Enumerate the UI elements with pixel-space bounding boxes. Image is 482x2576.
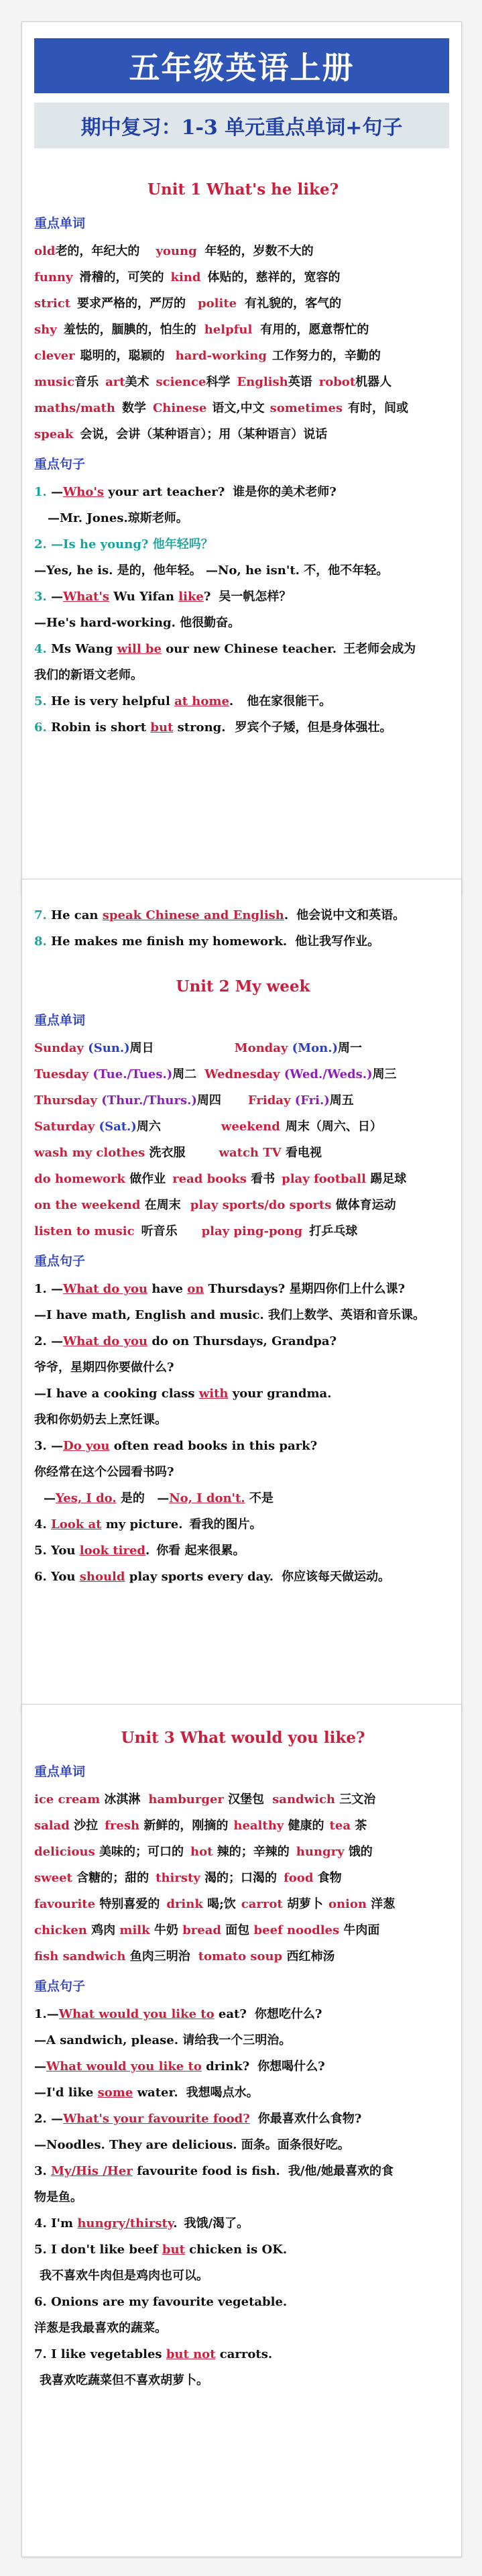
vocab-line: Saturday (Sat.)周六 weekend 周末（周六、日） (34, 1120, 382, 1134)
sentence-line: —I'd like some water. 我想喝点水。 (34, 2086, 259, 2100)
sentence-line: 我喜欢吃蔬菜但不喜欢胡萝卜。 (40, 2373, 208, 2387)
sentence-line: 4. I'm hungry/thirsty. 我饿/渴了。 (34, 2216, 249, 2231)
vocab-line: sweet 含糖的；甜的 thirsty 渴的；口渴的 food 食物 (34, 1871, 342, 1885)
vocab-line: on the weekend 在周末 play sports/do sports 做体育运动 (34, 1198, 396, 1212)
sentence-line: —Noodles. They are delicious. 面条。面条很好吃。 (34, 2138, 350, 2152)
sentence-line: 我和你奶奶去上烹饪课。 (34, 1413, 167, 1427)
sentence-line: —What would you like to drink? 你想喝什么? (34, 2059, 325, 2074)
sentence-line: 我不喜欢牛肉但是鸡肉也可以。 (40, 2269, 208, 2283)
sentence-line: —Yes, I do. 是的 —No, I don't. 不是 (44, 1491, 274, 1505)
page-card-1 (21, 21, 462, 895)
sentence-line: —Yes, he is. 是的，他年轻。 —No, he isn't. 不，他不年轻。 (34, 564, 389, 578)
sentence-line: 4. Ms Wang will be our new Chinese teacher. 王老师会成为 (34, 642, 416, 656)
sentence-line: 你经常在这个公园看书吗? (34, 1465, 174, 1479)
vocab-line: Sunday (Sun.)周日 Monday (Mon.)周一 (34, 1041, 362, 1055)
sentence-line: 洋葱是我最喜欢的蔬菜。 (34, 2321, 167, 2335)
sentence-line: 1.—What would you like to eat? 你想吃什么? (34, 2007, 322, 2021)
unit1-vocab-label: 重点单词 (34, 216, 86, 231)
vocab-line: wash my clothes 洗衣服 watch TV 看电视 (34, 1146, 322, 1160)
unit3-section (34, 1729, 452, 2394)
unit2-vocab-label: 重点单词 (34, 1013, 86, 1028)
sentence-line: 6. You should play sports every day. 你应该每天做运动。 (34, 1570, 390, 1584)
sentence-line: 7. He can speak Chinese and English. 他会说中文和英语。 (34, 908, 406, 922)
vocab-line: funny 滑稽的，可笑的 kind 体贴的，慈祥的，宽容的 (34, 270, 341, 284)
vocab-line: music音乐 art美术 science科学 English英语 robot机器人 (34, 375, 392, 389)
sentence-line: 3. —Do you often read books in this park? (34, 1439, 318, 1453)
unit3-title: Unit 3 What would you like? (121, 1729, 365, 1747)
page-subtitle: 期中复习：1-3 单元重点单词+句子 (34, 103, 449, 148)
unit1-title: Unit 1 What's he like? (147, 180, 339, 199)
vocab-line: clever 聪明的，聪颖的 hard-working 工作努力的，辛勤的 (34, 349, 381, 363)
vocab-line: delicious 美味的；可口的 hot 辣的；辛辣的 hungry 饿的 (34, 1845, 373, 1859)
unit3-vocab-label: 重点单词 (34, 1764, 86, 1779)
sentence-line: —Mr. Jones.琼斯老师。 (48, 511, 188, 525)
page-title: 五年级英语上册 (34, 38, 449, 93)
sentence-line: —He's hard-working. 他很勤奋。 (34, 616, 241, 630)
sentence-line: 4. Look at my picture. 看我的图片。 (34, 1517, 262, 1532)
unit1-section (34, 180, 452, 741)
vocab-line: salad 沙拉 fresh 新鲜的，刚摘的 healthy 健康的 tea 茶 (34, 1819, 367, 1833)
sentence-line: —A sandwich, please. 请给我一个三明治。 (34, 2033, 292, 2047)
sentence-line: 2. —What do you do on Thursdays, Grandpa? (34, 1334, 337, 1348)
sentence-line: 7. I like vegetables but not carrots. (34, 2347, 273, 2361)
sentence-line: 物是鱼。 (34, 2190, 82, 2204)
unit2-title: Unit 2 My week (176, 977, 310, 996)
vocab-line: strict 要求严格的，严厉的 polite 有礼貌的，客气的 (34, 297, 342, 311)
sentence-line: 6. Robin is short but strong. 罗宾个子矮，但是身体强壮。 (34, 720, 392, 735)
vocab-line: shy 羞怯的，腼腆的，怕生的 helpful 有用的，愿意帮忙的 (34, 323, 369, 337)
sentence-line: —I have math, English and music. 我们上数学、英语和音乐课。 (34, 1308, 426, 1322)
sentence-line: 1. —Who's your art teacher? 谁是你的美术老师? (34, 485, 337, 499)
sentence-line: 爷爷，星期四你要做什么? (34, 1360, 174, 1375)
page-card-2 (21, 879, 462, 1712)
sentence-line: 我们的新语文老师。 (34, 668, 143, 682)
vocab-line: Thursday (Thur./Thurs.)周四 Friday (Fri.)周五 (34, 1093, 354, 1108)
vocab-line: fish sandwich 鱼肉三明治 tomato soup 西红柿汤 (34, 1949, 335, 1964)
vocab-line: old老的，年纪大的 young 年轻的，岁数不大的 (34, 244, 314, 258)
sentence-line: 1. —What do you have on Thursdays? 星期四你们上什么课? (34, 1282, 406, 1296)
unit1-sentence-label: 重点句子 (34, 457, 86, 472)
vocab-line: chicken 鸡肉 milk 牛奶 bread 面包 beef noodles 牛肉面 (34, 1923, 380, 1937)
sentence-line: 6. Onions are my favourite vegetable. (34, 2295, 288, 2309)
sentence-line: 3. —What's Wu Yifan like? 吴一帆怎样？ (34, 590, 292, 604)
vocab-line: speak 会说，会讲（某种语言）；用（某种语言）说话 (34, 427, 328, 441)
sentence-line: —I have a cooking class with your grandma. (34, 1387, 332, 1401)
page-card-3 (21, 1704, 462, 2557)
unit2-sentence-label: 重点句子 (34, 1254, 86, 1269)
sentence-line: 3. My/His /Her favourite food is fish. 我/他/她最喜欢的食 (34, 2164, 394, 2178)
vocab-line: do homework 做作业 read books 看书 play football 踢足球 (34, 1172, 407, 1186)
sentence-line: 8. He makes me finish my homework. 他让我写作业。 (34, 934, 380, 949)
sentence-line: 5. I don't like beef but chicken is OK. (34, 2243, 288, 2257)
vocab-line: favourite 特别喜爱的 drink 喝;饮 carrot 胡萝卜 onion 洋葱 (34, 1897, 396, 1911)
sentence-line: 2. —Is he young? 他年轻吗？ (34, 537, 213, 551)
vocab-line: ice cream 冰淇淋 hamburger 汉堡包 sandwich 三文治 (34, 1792, 376, 1807)
vocab-line: listen to music 听音乐 play ping-pong 打乒乓球 (34, 1224, 358, 1238)
sentence-line: 2. —What's your favourite food? 你最喜欢什么食物? (34, 2112, 362, 2126)
sentence-line: 5. You look tired. 你看 起来很累。 (34, 1544, 245, 1558)
unit2-section (34, 902, 452, 1590)
sentence-line: 5. He is very helpful at home. 他在家很能干。 (34, 694, 332, 708)
vocab-line: maths/math 数学 Chinese 语文,中文 sometimes 有时，间或 (34, 401, 409, 415)
unit3-sentence-label: 重点句子 (34, 1979, 86, 1994)
vocab-line: Tuesday (Tue./Tues.)周二 Wednesday (Wed./Weds.)周三 (34, 1067, 397, 1081)
